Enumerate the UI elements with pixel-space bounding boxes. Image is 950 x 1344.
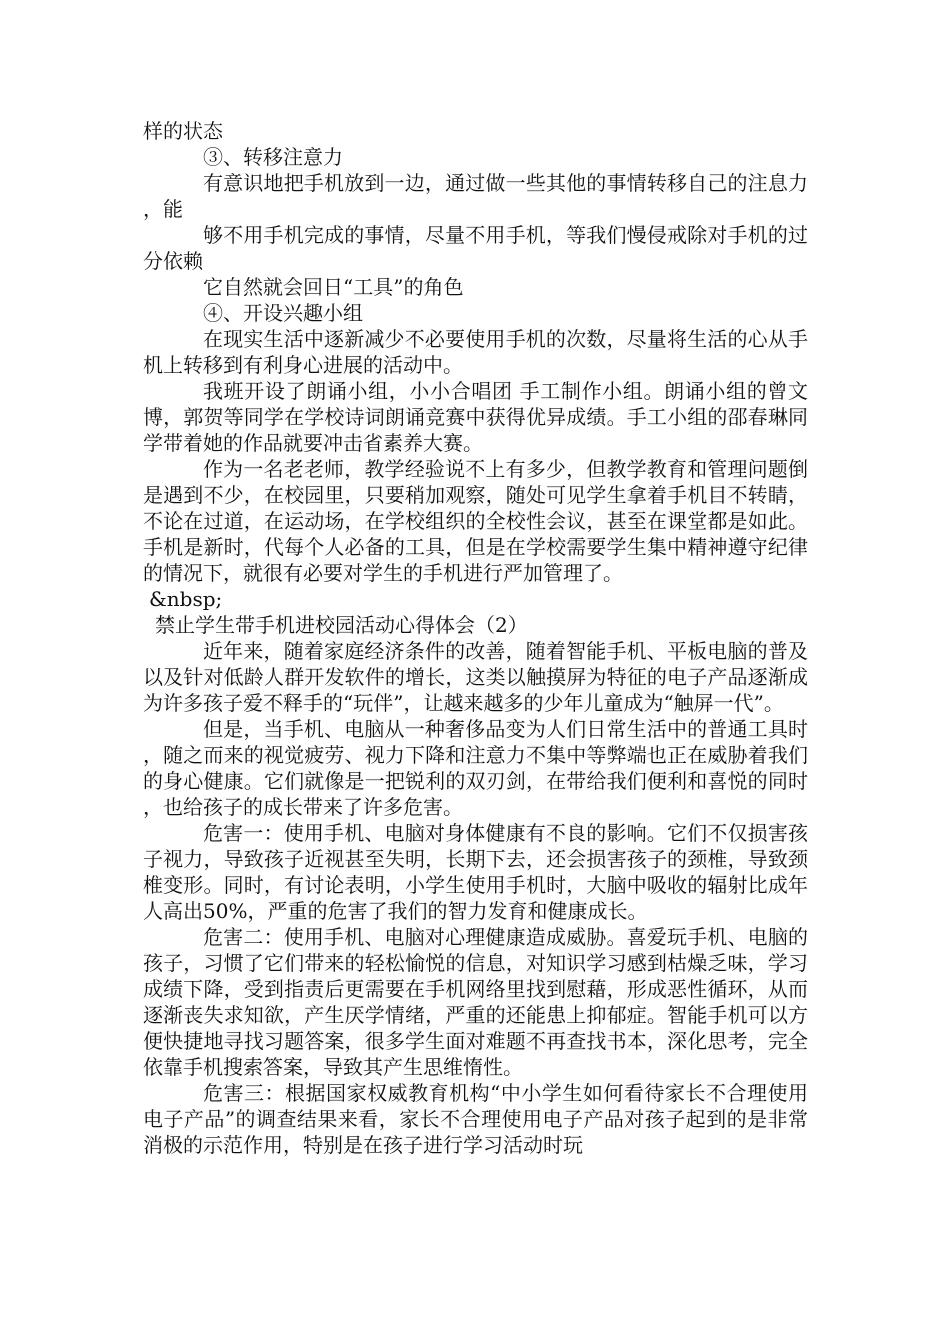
paragraph: 在现实生活中逐新减少不必要使用手机的次数，尽量将生活的心从手机上转移到有利身心进展的活动中。 xyxy=(143,327,808,377)
paragraph: 作为一名老老师，教学经验说不上有多少，但教学教育和管理问题倒是遇到不少，在校园里，只要稍加观察，随处可见学生拿着手机目不转睛，不论在过道，在运动场，在学校组织的全校性会议，甚至在课堂都是如此。手机是新时，代每个人必备的工具，但是在学校需要学生集中精神遵守纪律的情况下，就很有必要对学生的手机进行严加管理了。 xyxy=(143,457,808,585)
section-title: 禁止学生带手机进校园活动心得体会（2） xyxy=(155,613,528,637)
nbsp-text-line: &nbsp; xyxy=(149,587,223,611)
list-heading-4: ④、开设兴趣小组 xyxy=(203,301,363,325)
paragraph: 危害一：使用手机、电脑对身体健康有不良的影响。它们不仅损害孩子视力，导致孩子近视甚至失明，长期下去，还会损害孩子的颈椎，导致颈椎变形。同时，有讨论表明，小学生使用手机时，大脑中吸收的辐射比成年人高出50%，严重的危害了我们的智力发育和健康成长。 xyxy=(143,821,808,923)
paragraph: 但是，当手机、电脑从一种奢侈品变为人们日常生活中的普通工具时，随之而来的视觉疲劳、视力下降和注意力不集中等弊端也正在威胁着我们的身心健康。它们就像是一把锐利的双刃剑，在带给我们便利和喜悦的同时，也给孩子的成长带来了许多危害。 xyxy=(143,717,808,819)
paragraph: 样的状态 xyxy=(143,119,223,143)
paragraph: 近年来，随着家庭经济条件的改善，随着智能手机、平板电脑的普及以及针对低龄人群开发软件的增长，这类以触摸屏为特征的电子产品逐渐成为许多孩子爱不释手的“玩伴”，让越来越多的少年儿童成为“触屏一代”。 xyxy=(143,639,808,715)
paragraph: 危害三：根据国家权威教育机构“中小学生如何看待家长不合理使用电子产品”的调查结果来看，家长不合理使用电子产品对孩子起到的是非常消极的示范作用，特别是在孩子进行学习活动时玩 xyxy=(143,1081,808,1157)
list-heading-3: ③、转移注意力 xyxy=(203,145,343,169)
paragraph: 我班开设了朗诵小组，小小合唱团 手工制作小组。朗诵小组的曾文博，郭贺等同学在学校诗词朗诵竞赛中获得优异成绩。手工小组的邵春琳同学带着她的作品就要冲击省素养大赛。 xyxy=(143,379,808,455)
paragraph: 够不用手机完成的事情，尽量不用手机，等我们慢侵戒除对手机的过分依赖 xyxy=(143,223,808,273)
paragraph: 有意识地把手机放到一边，通过做一些其他的事情转移自己的注息力，能 xyxy=(143,171,808,221)
paragraph: 危害二：使用手机、电脑对心理健康造成威胁。喜爱玩手机、电脑的孩子，习惯了它们带来的轻松愉悦的信息，对知识学习感到枯燥乏味，学习成绩下降，受到指责后更需要在手机网络里找到慰藉，形成恶性循环，从而逐渐丧失求知欲，产生厌学情绪，严重的还能患上抑郁症。智能手机可以方便快捷地寻找习题答案，很多学生面对难题不再查找书本，深化思考，完全依靠手机搜索答案，导致其产生思维惰性。 xyxy=(143,925,808,1079)
paragraph: 它自然就会回日“工具”的角色 xyxy=(203,275,464,299)
document-page xyxy=(143,118,808,1158)
